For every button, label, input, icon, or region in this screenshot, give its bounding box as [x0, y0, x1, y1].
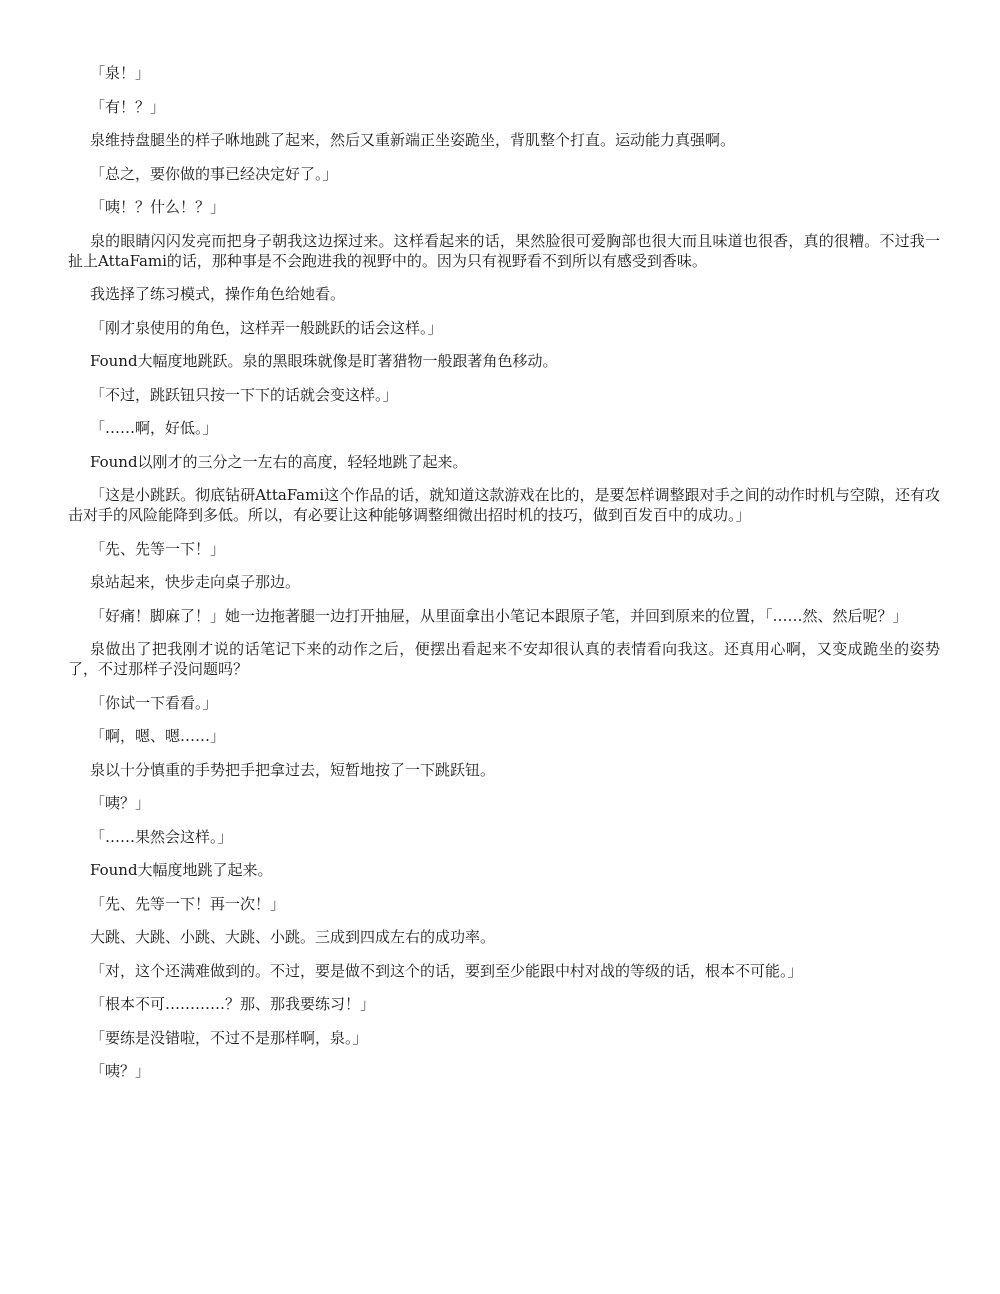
paragraph: 「……啊，好低。」 [90, 419, 218, 437]
paragraph: 「刚才泉使用的角色，这样弄一般跳跃的话会这样。」 [90, 318, 443, 337]
paragraph: 「啊，嗯、嗯……」 [90, 727, 226, 745]
paragraph: 「对，这个还满难做到的。不过，要是做不到这个的话，要到至少能跟中村对战的等级的话，根本不可能。」 [90, 961, 803, 980]
paragraph: 「根本不可…………？那、那我要练习！」 [90, 995, 376, 1013]
paragraph: 泉站起来，快步走向桌子那边。 [90, 573, 301, 591]
paragraph: 「有！？」 [90, 97, 166, 116]
paragraph: 「不过，跳跃钮只按一下下的话就会变这样。」 [90, 385, 398, 404]
paragraph: 「这是小跳跃。彻底钻研AttaFami这个作品的话，就知道这款游戏在比的，是要怎样调整跟对手之间的动作时机与空隙，还有攻击对手的风险能降到多低。所以，有必要让这种能够调整细微出招时机的技巧，做到百发百中的成功。」 [68, 486, 940, 524]
body-text [68, 63, 940, 1095]
paragraph: 「好痛！脚麻了！」她一边拖著腿一边打开抽屉，从里面拿出小笔记本跟原子笔，并回到原来的位置，「……然、然后呢？」 [90, 606, 908, 625]
paragraph: 泉维持盘腿坐的样子咻地跳了起来，然后又重新端正坐姿跪坐，背肌整个打直。运动能力真强啊。 [90, 131, 736, 149]
paragraph: Found以刚才的三分之一左右的高度，轻轻地跳了起来。 [90, 452, 468, 471]
paragraph: 「咦？」 [90, 794, 151, 812]
paragraph: 「咦？」 [90, 1062, 151, 1080]
paragraph: 我选择了练习模式，操作角色给她看。 [90, 285, 346, 303]
paragraph: 「要练是没错啦，不过不是那样啊，泉。」 [90, 1028, 368, 1047]
paragraph: 「你试一下看看。」 [90, 693, 218, 712]
paragraph: 「咦！？什么！？」 [90, 198, 226, 216]
paragraph: 「……果然会这样。」 [90, 827, 233, 846]
paragraph: 「泉！」 [90, 64, 151, 82]
paragraph: Found大幅度地跳了起来。 [90, 861, 273, 879]
paragraph: 「先、先等一下！再一次！」 [90, 894, 286, 913]
paragraph: 「先、先等一下！」 [90, 539, 226, 558]
paragraph: 泉以十分慎重的手势把手把拿过去，短暂地按了一下跳跃钮。 [90, 760, 496, 779]
paragraph: 「总之，要你做的事已经决定好了。」 [90, 164, 338, 183]
paragraph: 泉的眼睛闪闪发亮而把身子朝我这边探过来。这样看起来的话，果然脸很可爱胸部也很大而且味道也很香，真的很糟。不过我一扯上AttaFami的话，那种事是不会跑进我的视野中的。因为只有视野看不到所以有感受到香味。 [68, 231, 940, 270]
paragraph: 大跳、大跳、小跳、大跳、小跳。三成到四成左右的成功率。 [90, 928, 496, 946]
paragraph: Found大幅度地跳跃。泉的黑眼珠就像是盯著猎物一般跟著角色移动。 [90, 352, 558, 370]
paragraph: 泉做出了把我刚才说的话笔记下来的动作之后，便摆出看起来不安却很认真的表情看向我这。还真用心啊，又变成跪坐的姿势了，不过那样子没问题吗？ [68, 640, 940, 678]
